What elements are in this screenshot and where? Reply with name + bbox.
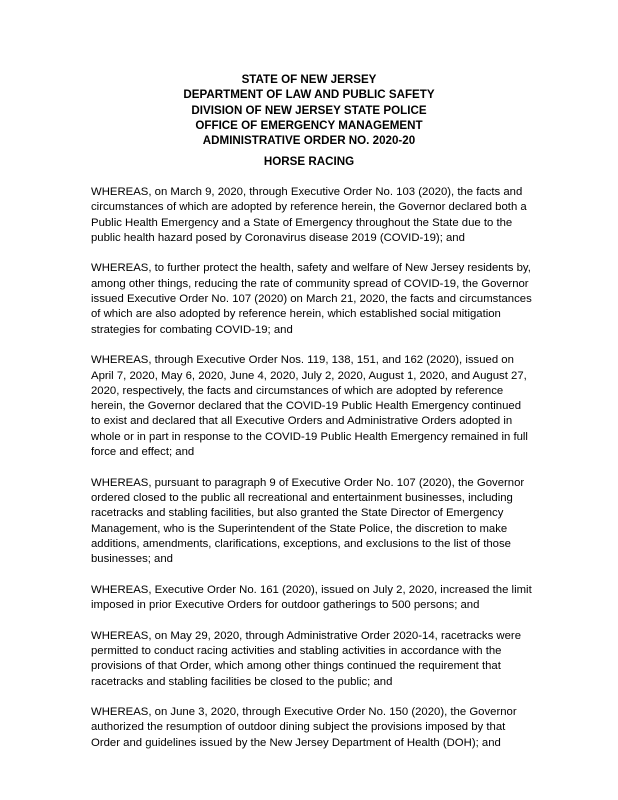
paragraph-6 [91, 629, 551, 690]
paragraph-line: to exist and declared that all Executive Orders and Administrative Orders adopted in [91, 415, 513, 428]
paragraph-line: whole or in part in response to the COVID-19 Public Health Emergency remained in full [91, 430, 528, 443]
paragraph-line: WHEREAS, through Executive Order Nos. 119, 138, 151, and 162 (2020), issued on [91, 354, 514, 367]
paragraph-line: Order and guidelines issued by the New Jersey Department of Health (DOH); and [91, 736, 501, 749]
paragraph-line: force and effect; and [91, 446, 195, 459]
paragraph-line: among other things, reducing the rate of community spread of COVID-19, the Governor [91, 277, 529, 290]
header-office: OFFICE OF EMERGENCY MANAGEMENT [195, 118, 423, 132]
paragraph-line: businesses; and [91, 553, 173, 566]
paragraph-line: April 7, 2020, May 6, 2020, June 4, 2020, July 2, 2020, August 1, 2020, and August 27, [91, 369, 527, 382]
paragraph-line: herein, the Governor declared that the COVID-19 Public Health Emergency continued [91, 400, 522, 413]
header-department: DEPARTMENT OF LAW AND PUBLIC SAFETY [183, 88, 435, 102]
paragraph-line: Management, who is the Superintendent of the State Police, the discretion to make [91, 522, 508, 535]
paragraph-line: WHEREAS, Executive Order No. 161 (2020), issued on July 2, 2020, increased the limit [91, 583, 532, 596]
paragraph-line: circumstances of which are adopted by reference herein, the Governor declared both a [91, 201, 527, 214]
document-header [0, 72, 618, 148]
paragraph-line: provisions of that Order, which among other things continued the requirement that [91, 660, 501, 673]
header-order-number: ADMINISTRATIVE ORDER NO. 2020-20 [202, 134, 416, 148]
paragraph-5 [91, 583, 551, 614]
paragraph-1 [91, 185, 551, 246]
paragraph-line: WHEREAS, pursuant to paragraph 9 of Executive Order No. 107 (2020), the Governor [91, 476, 525, 489]
paragraph-line: public health hazard posed by Coronavirus disease 2019 (COVID-19); and [91, 231, 465, 244]
header-division: DIVISION OF NEW JERSEY STATE POLICE [191, 103, 427, 117]
header-state: STATE OF NEW JERSEY [241, 73, 377, 86]
paragraph-line: WHEREAS, on March 9, 2020, through Executive Order No. 103 (2020), the facts and [91, 186, 523, 198]
paragraph-line: Public Health Emergency and a State of Emergency throughout the State due to the [91, 216, 513, 229]
paragraph-line: WHEREAS, to further protect the health, safety and welfare of New Jersey residents by, [91, 262, 531, 275]
paragraph-line: ordered closed to the public all recreational and entertainment businesses, including [91, 491, 513, 504]
paragraph-7 [91, 705, 551, 751]
paragraph-3 [91, 353, 551, 460]
paragraph-line: WHEREAS, on May 29, 2020, through Administrative Order 2020-14, racetracks were [91, 629, 521, 642]
paragraph-line: imposed in prior Executive Orders for outdoor gatherings to 500 persons; and [91, 599, 480, 612]
paragraph-line: 2020, respectively, the facts and circumstances of which are adopted by reference [91, 384, 504, 397]
paragraph-line: WHEREAS, on June 3, 2020, through Executive Order No. 150 (2020), the Governor [91, 706, 517, 719]
paragraph-line: permitted to conduct racing activities and stabling activities in accordance with the [91, 644, 502, 657]
paragraph-2 [91, 261, 551, 337]
paragraph-line: issued Executive Order No. 107 (2020) on March 21, 2020, the facts and circumstances [91, 293, 532, 306]
paragraph-line: racetracks and stabling facilities be closed to the public; and [91, 675, 393, 688]
document-subtitle: HORSE RACING [263, 155, 355, 168]
paragraph-line: racetracks and stabling facilities, but also granted the State Director of Emergency [91, 507, 504, 520]
paragraph-line: strategies for combating COVID-19; and [91, 323, 293, 336]
document-body [91, 185, 551, 766]
paragraph-line: of which are also adopted by reference herein, which established social mitigation [91, 308, 501, 321]
paragraph-line: authorized the resumption of outdoor dining subject the provisions imposed by that [91, 721, 506, 734]
paragraph-line: additions, amendments, clarifications, exceptions, and exclusions to the list of those [91, 537, 511, 550]
paragraph-4 [91, 476, 551, 568]
